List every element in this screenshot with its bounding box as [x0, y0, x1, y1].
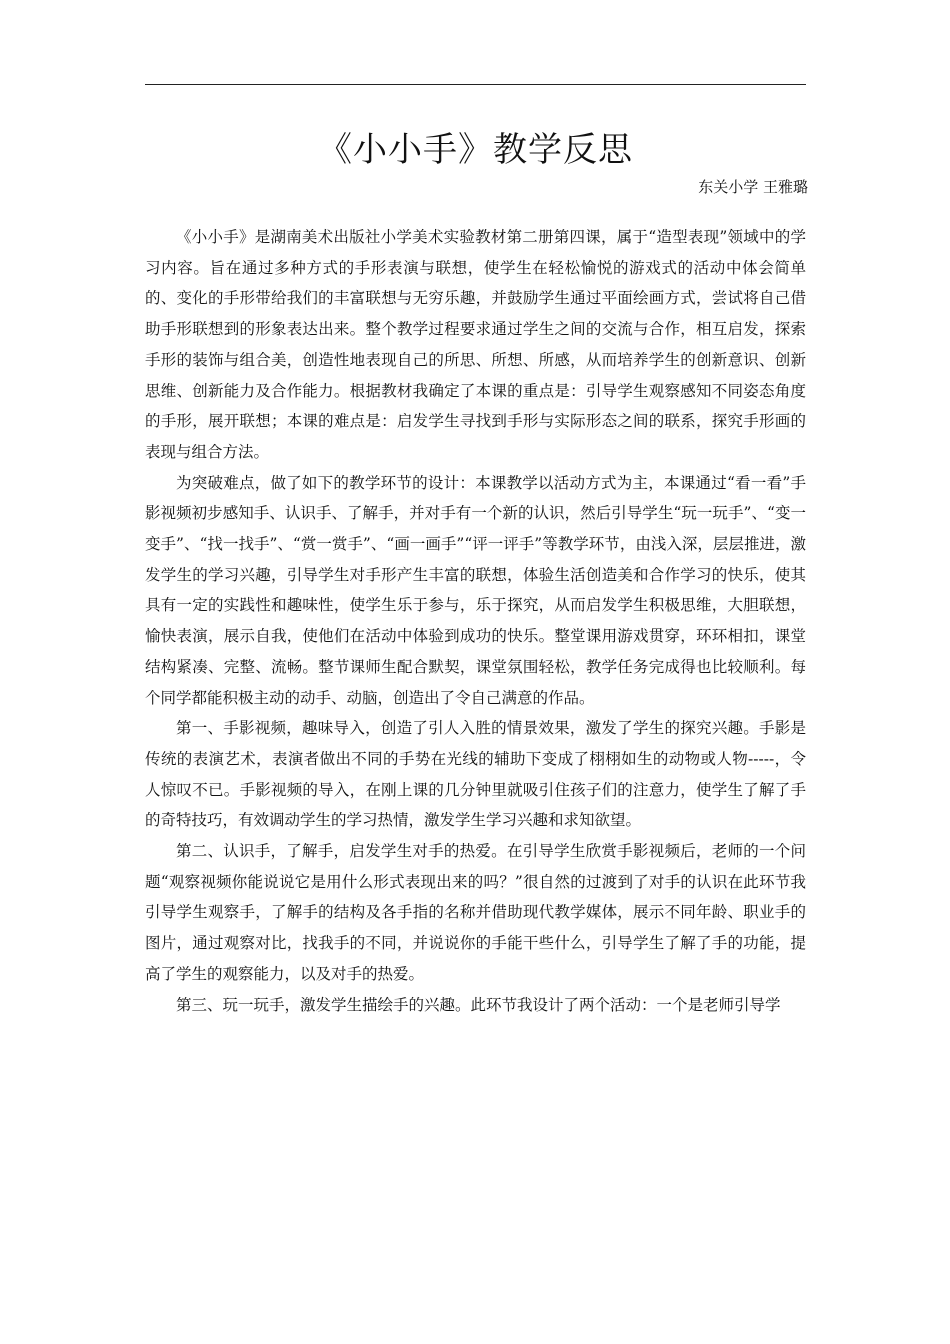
paragraph: 第二、认识手，了解手，启发学生对手的热爱。在引导学生欣赏手影视频后，老师的一个问题“观察视频你能说说它是用什么形式表现出来的吗？”很自然的过渡到了对手的认识在此环节我引导学生观察手，了解手的结构及各手指的名称并借助现代教学媒体，展示不同年龄、职业手的图片，通过观察对比，找我手的不同，并说说你的手能干些什么，引导学生了解了手的功能，提高了学生的观察能力，以及对手的热爱。 — [145, 842, 806, 983]
author-line: 东关小学 王雅璐 — [698, 178, 808, 196]
paragraph: 第三、玩一玩手，激发学生描绘手的兴趣。此环节我设计了两个活动：一个是老师引导学 — [176, 995, 781, 1014]
paragraph: 《小小手》是湖南美术出版社小学美术实验教材第二册第四课，属于“造型表现”领域中的学习内容。旨在通过多种方式的手形表演与联想，使学生在轻松愉悦的游戏式的活动中体会简单的、变化的手形带给我们的丰富联想与无穷乐趣，并鼓励学生通过平面绘画方式，尝试将自己借助手形联想到的形象表达出来。整个教学过程要求通过学生之间的交流与合作，相互启发，探索手形的装饰与组合美，创造性地表现自己的所思、所想、所感，从而培养学生的创新意识、创新思维、创新能力及合作能力。根据教材我确定了本课的重点是：引导学生观察感知不同姿态角度的手形，展开联想；本课的难点是：启发学生寻找到手形与实际形态之间的联系，探究手形画的表现与组合方法。 — [145, 228, 806, 461]
paragraph: 为突破难点，做了如下的教学环节的设计：本课教学以活动方式为主，本课通过“看一看”手影视频初步感知手、认识手、了解手，并对手有一个新的认识，然后引导学生“玩一玩手”、“变一变手”、“找一找手”、“赏一赏手”、“画一画手”“评一评手”等教学环节，由浅入深，层层推进，激发学生的学习兴趣，引导学生对手形产生丰富的联想，体验生活创造美和合作学习的快乐，使其具有一定的实践性和趣味性，使学生乐于参与，乐于探究，从而启发学生积极思维，大胆联想，愉快表演，展示自我，使他们在活动中体验到成功的快乐。整堂课用游戏贯穿，环环相扣，课堂结构紧凑、完整、流畅。整节课师生配合默契，课堂氛围轻松，教学任务完成得也比较顺利。每个同学都能积极主动的动手、动脑，创造出了令自己满意的作品。 — [145, 473, 806, 707]
document-body — [145, 222, 806, 1020]
header-rule — [145, 84, 806, 85]
paragraph: 第一、手影视频，趣味导入，创造了引人入胜的情景效果，激发了学生的探究兴趣。手影是传统的表演艺术，表演者做出不同的手势在光线的辅助下变成了栩栩如生的动物或人物-----，令人惊叹不已。手影视频的导入，在刚上课的几分钟里就吸引住孩子们的注意力，使学生了解了手的奇特技巧，有效调动学生的学习热情，激发学生学习兴趣和求知欲望。 — [145, 719, 806, 830]
document-title: 《小小手》教学反思 — [318, 130, 633, 170]
